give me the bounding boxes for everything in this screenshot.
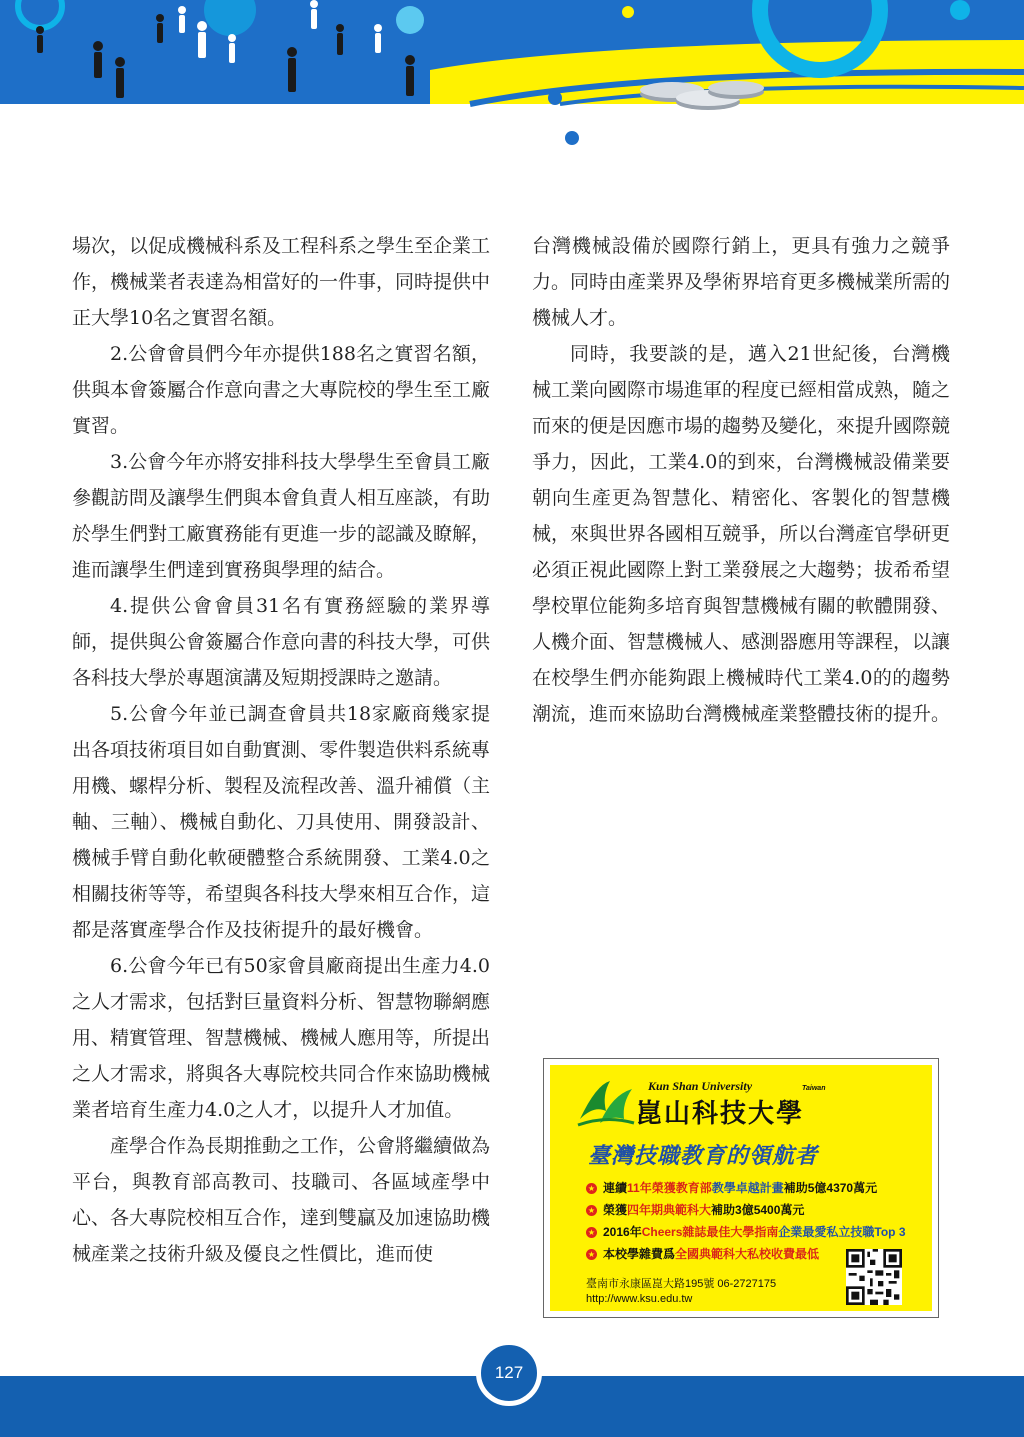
right-text-column (532, 228, 950, 732)
item-text: 補助3億5400萬元 (711, 1203, 805, 1217)
item-text: 連續 (603, 1181, 628, 1195)
paragraph: 台灣機械設備於國際行銷上，更具有強力之競爭力。同時由產業界及學術界培育更多機械業所需的機械人才。 (532, 235, 951, 329)
list-item (586, 1177, 906, 1199)
address: 臺南市永康區崑大路195號 06-2727175 (586, 1278, 777, 1290)
paragraph: 6.公會今年已有50家會員廠商提出生產力4.0之人才需求，包括對巨量資料分析、智慧物聯網應用、精實管理、智慧機械、機械人應用等，所提出之人才需求，將與各大專院校共同合作來協助機械業者培育生產力4.0之人才，以提升人才加值。 (72, 955, 491, 1121)
star-bullet-icon: ★ (587, 1205, 596, 1215)
country-label: Taiwan (802, 1085, 826, 1092)
left-text-column (72, 228, 490, 1272)
item-text: 四年期典範科大 (627, 1203, 712, 1217)
paragraph: 2.公會會員們今年亦提供188名之實習名額，供與本會簽屬合作意向書之大專院校的學生至工廠實習。 (72, 343, 491, 437)
item-text: 補助5億4370萬元 (783, 1181, 878, 1195)
qr-code-icon[interactable] (846, 1249, 902, 1305)
paragraph: 同時，我要談的是，邁入21世紀後，台灣機械工業向國際市場進軍的程度已經相當成熟，隨之而來的便是因應市場的趨勢及變化，來提升國際競爭力，因此，工業4.0的到來，台灣機械設備業要朝向生產更為智慧化、精密化、客製化的智慧機械，來與世界各國相互競爭，所以台灣產官學研更必須正視此國際上對工業發展之大趨勢；拔希希望學校單位能夠多培育與智慧機械有關的軟體開發、人機介面、智慧機械人、感測器應用等課程，以讓在校學生們亦能夠跟上機械時代工業4.0的的趨勢潮流，進而來協助台灣機械產業整體技術的提升。 (532, 343, 951, 725)
list-item (586, 1199, 906, 1221)
ad-slogan: 臺灣技職教育的領航者 (588, 1144, 819, 1169)
contact-info (586, 1277, 776, 1307)
item-text: 11年榮獲教育部 (627, 1181, 712, 1195)
item-text: 企業最愛私立技職Top 3 (778, 1225, 906, 1239)
university-name-en: Kun Shan University (648, 1079, 753, 1093)
paragraph: 5.公會今年並已調查會員共18家廠商幾家提出各項技術項目如自動實測、零件製造供料系統專用機、螺桿分析、製程及流程改善、溫升補償（主軸、三軸）、機械自動化、刀具使用、開發設計、機械手臂自動化軟硬體整合系統開發、工業4.0之相關技術等等，希望與各科技大學來相互合作，這都是落實產學合作及技術提升的最好機會。 (72, 703, 491, 941)
list-item (586, 1221, 906, 1243)
paragraph: 4.提供公會會員31名有實務經驗的業界導師，提供與公會簽屬合作意向書的科技大學，可供各科技大學於專題演講及短期授課時之邀請。 (72, 595, 491, 689)
item-text: 全國典範科大私校收費最低 (675, 1247, 820, 1261)
banner-graphic (0, 0, 1024, 180)
university-name-zh: 崑山科技大學 (636, 1099, 805, 1129)
header-banner (0, 0, 1024, 180)
paragraph: 3.公會今年亦將安排科技大學學生至會員工廠參觀訪問及讓學生們與本會負責人相互座談，有助於學生們對工廠實務能有更進一步的認識及瞭解，進而讓學生們達到實務與學理的結合。 (72, 451, 491, 581)
university-advertisement[interactable] (543, 1058, 939, 1318)
ksu-logo-icon (576, 1075, 636, 1127)
item-text: 本校學雜費爲 (603, 1247, 676, 1261)
star-bullet-icon: ★ (587, 1249, 596, 1259)
item-text: 2016年 (603, 1225, 642, 1239)
item-text: 教學卓越計畫 (711, 1181, 784, 1195)
star-bullet-icon: ★ (587, 1183, 596, 1193)
paragraph: 場次，以促成機械科系及工程科系之學生至企業工作，機械業者表達為相當好的一件事，同時提供中正大學10名之實習名額。 (72, 235, 491, 329)
page-number: 127 (476, 1340, 542, 1406)
advertisement-body (550, 1065, 932, 1311)
paragraph: 產學合作為長期推動之工作，公會將繼續做為平台，與教育部高教司、技職司、各區域產學中心、各大專院校相互合作，達到雙贏及加速協助機械產業之技術升級及優良之性價比，進而使 (72, 1135, 491, 1265)
star-bullet-icon: ★ (587, 1227, 596, 1237)
item-text: 榮獲 (603, 1203, 628, 1217)
website-link[interactable]: http://www.ksu.edu.tw (586, 1293, 693, 1305)
item-text: Cheers雜誌最佳大學指南 (641, 1225, 779, 1239)
